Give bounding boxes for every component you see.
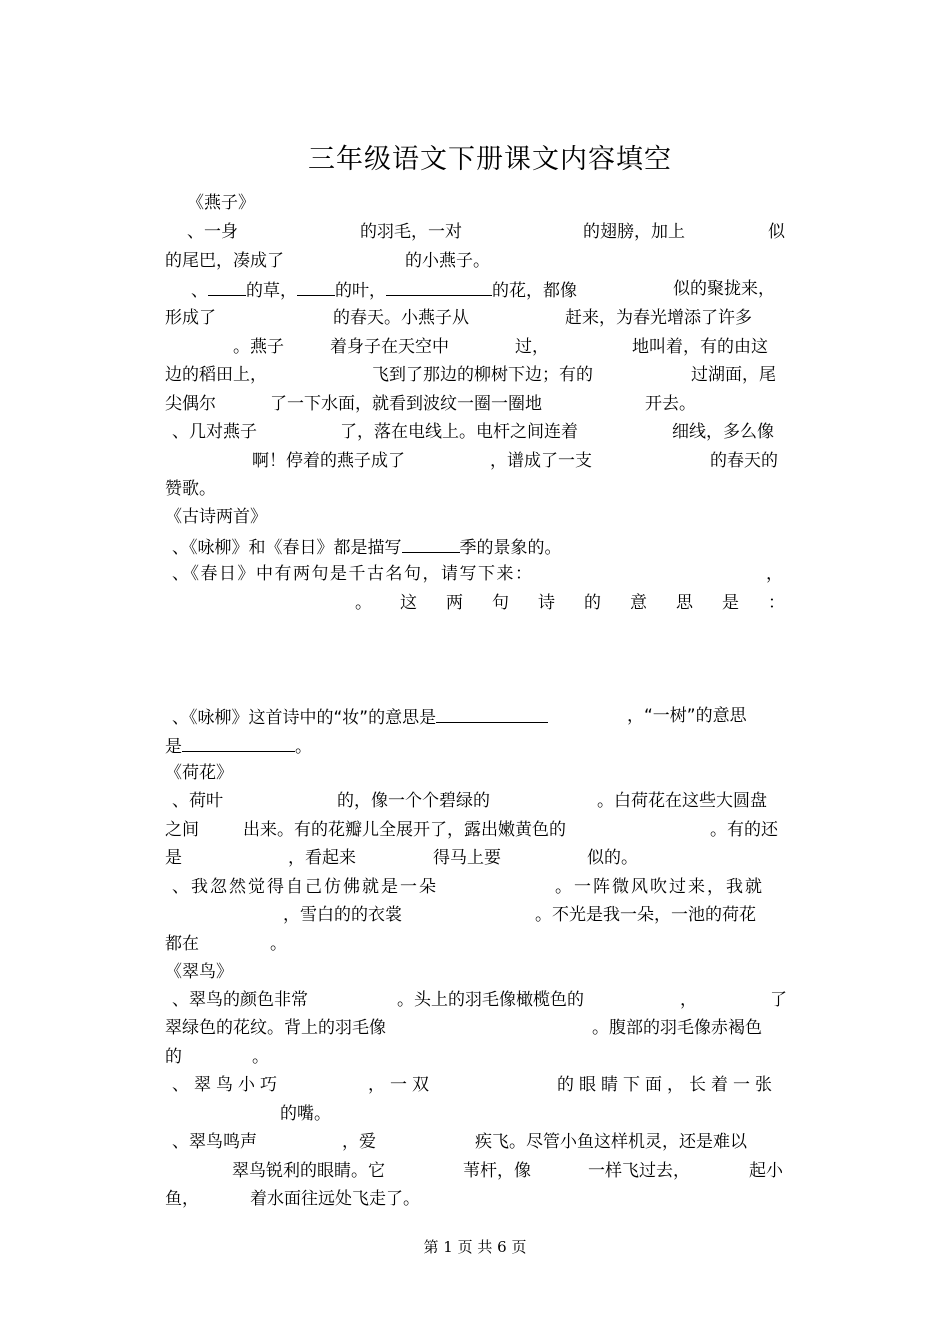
text: 、荷叶 [172,791,223,811]
text: 着身子在天空中 [330,337,449,357]
text: 一样飞过去， [588,1161,690,1181]
blank-line[interactable] [436,705,548,723]
text: ，谱成了一支 [490,451,592,471]
text: 。白荷花在这些大圆盘 [597,791,767,811]
section-heading-yanzi: 《燕子》 [187,193,255,213]
text: 似 [768,222,785,242]
text: 。有的还 [710,820,778,840]
text: ，雪白的的衣裳 [283,905,402,925]
text: 、翠鸟鸣声 [172,1132,257,1152]
text: 似的。 [587,848,638,868]
text: 的眼睛下面，长着一张 [557,1075,777,1095]
text: 、几对燕子 [172,422,257,442]
text: 是 [165,737,182,757]
text: ， [766,564,783,584]
text [191,278,577,302]
text: 都在 [165,934,199,954]
text [165,734,312,758]
text: 苇杆，像 [463,1161,531,1181]
text: 了，落在电线上。电杆之间连着 [340,422,578,442]
text: 。腹部的羽毛像赤褐色 [592,1018,762,1038]
text: 、《咏柳》这首诗中的“妆”的意思是 [172,708,437,728]
text: 的花，都像 [492,281,577,301]
section-heading-cuiniao: 《翠鸟》 [165,962,233,982]
section-heading-gushi: 《古诗两首》 [165,507,267,527]
text: 的，像一个个碧绿的 [337,791,490,811]
text: 的羽毛，一对 [360,222,462,242]
text: 了 [770,990,787,1010]
page-footer: 第 1 页 共 6 页 [423,1238,527,1256]
text: 、《春日》中有两句是千古名句，请写下来： [172,564,534,584]
text: 的草， [246,281,297,301]
text: 季的景象的。 [459,538,562,558]
text: 这 两 句 诗 的 意 思 是 ： [400,593,791,613]
text: ，爱 [342,1132,376,1152]
blank-line[interactable] [386,278,492,296]
text: 疾飞。尽管小鱼这样机灵，还是难以 [475,1132,747,1152]
text: ，一双 [368,1075,434,1095]
text: 细线，多么像 [672,422,774,442]
text: 形成了 [165,308,216,328]
text: 出来。有的花瓣儿全展开了，露出嫩黄色的 [243,820,566,840]
text: 开去。 [645,394,696,414]
text: 地叫着，有的由这 [632,337,768,357]
text: 。 [295,737,312,757]
blank-line[interactable] [208,278,246,296]
text: 的叶， [335,281,386,301]
text: 。燕子 [233,337,284,357]
text: 的翅膀，加上 [583,222,685,242]
blank-line[interactable] [182,734,295,752]
section-heading-hehua: 《荷花》 [165,763,233,783]
text: 了一下水面，就看到波纹一圈一圈地 [270,394,542,414]
text: 、一身 [187,222,238,242]
text: 。 [355,593,372,613]
text: 、翠鸟的颜色非常 [172,990,308,1010]
text: 赶来，为春光增添了许多 [565,308,752,328]
text: 翠绿色的花纹。背上的羽毛像 [165,1018,386,1038]
text: 的尾巴，凑成了 [165,251,284,271]
text: ，看起来 [288,848,356,868]
text: 。一阵微风吹过来，我就 [555,877,764,897]
text: 的小燕子。 [405,251,490,271]
text: 是 [165,848,182,868]
text: 过， [515,337,549,357]
text: ，“一树”的意思 [627,706,747,726]
text: 的嘴。 [280,1104,331,1124]
text: 鱼， [165,1189,199,1209]
blank-line[interactable] [297,278,335,296]
text: 过湖面，尾 [691,365,776,385]
text: 的春天的 [710,451,778,471]
text: 、《咏柳》和《春日》都是描写 [172,538,402,558]
text: 啊！停着的燕子成了 [252,451,405,471]
text: 。 [252,1047,269,1067]
page-title: 三年级语文下册课文内容填空 [308,144,672,175]
text: 之间 [165,820,199,840]
text: 。不光是我一朵，一池的荷花 [535,905,756,925]
text [172,535,562,559]
text: ， [680,990,697,1010]
text [172,705,548,729]
text: 、 [191,281,208,301]
blank-line[interactable] [402,535,460,553]
text: 赞歌。 [165,479,216,499]
text: 得马上要 [433,848,501,868]
text: 翠鸟锐利的眼睛。它 [232,1161,385,1181]
text: 着水面往远处飞走了。 [250,1189,420,1209]
text: 。头上的羽毛像橄榄色的 [397,990,584,1010]
text: 的春天。小燕子从 [333,308,469,328]
text: 飞到了那边的柳树下边；有的 [372,365,593,385]
text: 起小 [749,1161,783,1181]
text: 。 [270,934,287,954]
text: 边的稻田上， [165,365,267,385]
text: 、翠鸟小巧 [172,1075,282,1095]
text: 似的聚拢来， [673,279,775,299]
text: 的 [165,1047,182,1067]
text: 尖偶尔 [165,394,216,414]
text: 、我忽然觉得自己仿佛就是一朵 [172,877,438,897]
